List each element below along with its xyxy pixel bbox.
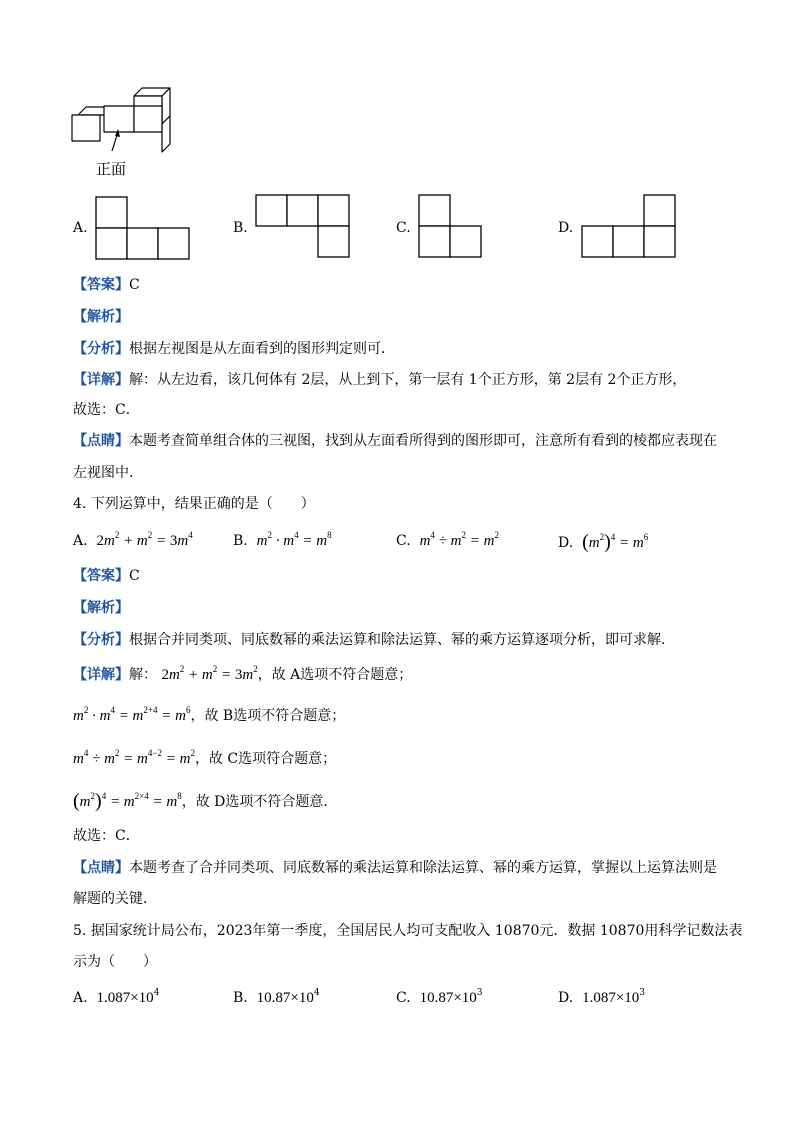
grid-square	[419, 195, 450, 226]
grid-square	[582, 226, 613, 257]
grid-square	[450, 226, 481, 257]
grid-square	[256, 195, 287, 226]
grid-square	[96, 228, 127, 259]
grid-square	[644, 195, 675, 226]
q3-dianjing-cont: 左视图中．	[73, 465, 143, 481]
q3-option-grid-b	[255, 194, 350, 258]
q5-option-a: A. $1.087\times 10^4$	[73, 988, 160, 1006]
front-label: 正面	[96, 160, 127, 178]
q5-stem: 5. 据国家统计局公布，2023年第一季度，全国居民人均可支配收入 10870元．数据 10870用科学记数法表	[73, 923, 743, 939]
solid-figure	[70, 66, 180, 146]
q4-option-c: C. $m^4 \div m^2 = m^2$	[396, 530, 499, 549]
q4-stem: 4. 下列运算中，结果正确的是（ ）	[73, 496, 315, 512]
q4-answer: 【答案】C	[73, 568, 140, 584]
q4-analysis-heading: 【解析】	[73, 600, 129, 616]
grid-square	[96, 197, 127, 228]
q3-analysis-heading: 【解析】	[73, 309, 129, 325]
q3-option-label-c: C.	[396, 220, 411, 236]
q3-option-grid-c	[418, 194, 513, 258]
q3-xiangjie: 【详解】解：从左边看，该几何体有 2层，从上到下，第一层有 1个正方形，第 2层有 2个正方形，	[73, 372, 687, 388]
q4-guxuan: 故选：C．	[73, 828, 140, 844]
grid-square	[419, 226, 450, 257]
q4-xiangjie-d: $(m^2)^4 = m^{2\times 4} = m^8$，故 D选项不符合题意．	[73, 790, 338, 812]
q5-option-d: D. $1.087\times 10^3$	[558, 988, 646, 1006]
q4-xiangjie-a: 【详解】解： $2m^2 + m^2 = 3m^2$，故 A选项不符合题意；	[73, 664, 413, 683]
grid-square	[127, 228, 158, 259]
q3-option-grid-d	[581, 194, 676, 258]
q4-xiangjie-b: $m^2 \cdot m^4 = m^{2+4} = m^6$，故 B选项不符合题意；	[73, 705, 346, 724]
q3-option-label-a: A.	[73, 220, 88, 236]
q4-dianjing-cont: 解题的关键．	[73, 891, 157, 907]
grid-square	[318, 195, 349, 226]
q3-option-label-b: B.	[233, 220, 248, 236]
grid-square	[318, 226, 349, 257]
q3-option-label-d: D.	[558, 220, 574, 236]
q3-fenxi: 【分析】根据左视图是从左面看到的图形判定则可．	[73, 341, 395, 357]
grid-square	[287, 195, 318, 226]
q4-xiangjie-c: $m^4 \div m^2 = m^{4-2} = m^2$，故 C选项符合题意；	[73, 748, 337, 767]
q4-option-d: D. $(m^2)^4 = m^6$	[558, 531, 649, 553]
q5-option-c: C. $10.87\times 10^3$	[396, 988, 483, 1006]
q4-dianjing: 【点睛】本题考查了合并同类项、同底数幂的乘法运算和除法运算、幂的乘方运算，掌握以上运算法则是	[73, 860, 717, 876]
q3-dianjing: 【点睛】本题考查简单组合体的三视图，找到从左面看所得到的图形即可，注意所有看到的棱都应表现在	[73, 433, 717, 449]
q4-option-a: A. $2m^2 + m^2 = 3m^4$	[73, 530, 193, 549]
q3-guxuan: 故选：C．	[73, 402, 140, 418]
grid-square	[644, 226, 675, 257]
q3-answer: 【答案】C	[73, 277, 140, 293]
q4-fenxi: 【分析】根据合并同类项、同底数幂的乘法运算和除法运算、幂的乘方运算逐项分析，即可求解．	[73, 632, 675, 648]
q3-option-grid-a	[95, 196, 190, 260]
q5-stem-cont: 示为（ ）	[73, 954, 157, 970]
q5-option-b: B. $10.87\times 10^4$	[233, 988, 320, 1006]
grid-square	[158, 228, 189, 259]
q4-option-b: B. $m^2 \cdot m^4 = m^8$	[233, 530, 332, 549]
grid-square	[613, 226, 644, 257]
